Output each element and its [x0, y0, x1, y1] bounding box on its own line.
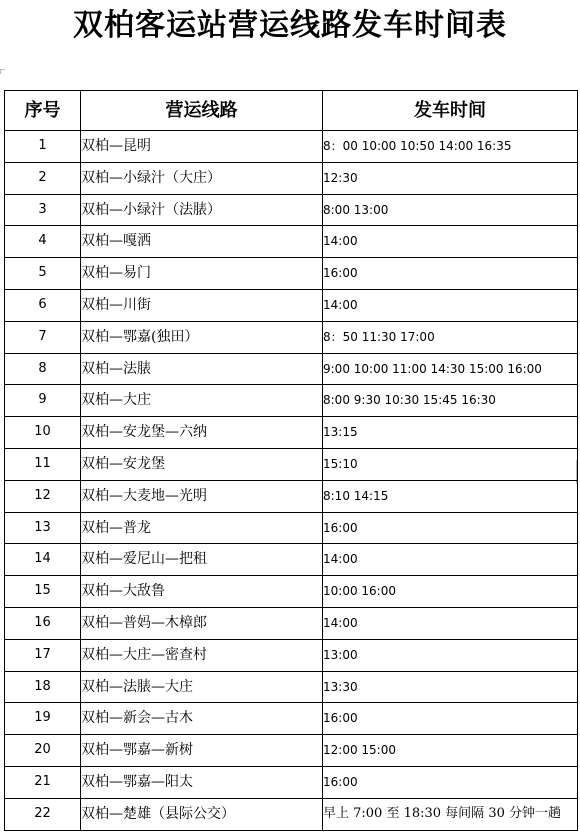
- departure-time-cell: 13:30: [323, 671, 578, 703]
- departure-time-cell: 8:00 13:00: [323, 194, 578, 226]
- table-row: [5, 544, 578, 576]
- row-number-cell: 21: [5, 766, 81, 798]
- route-cell: 双柏—大庄: [81, 385, 323, 417]
- route-cell: 双柏—普龙: [81, 512, 323, 544]
- table-row: [5, 448, 578, 480]
- table-row: [5, 576, 578, 608]
- table-row: [5, 258, 578, 290]
- table-row: [5, 353, 578, 385]
- route-cell: 双柏—易门: [81, 258, 323, 290]
- route-cell: 双柏—法脿: [81, 353, 323, 385]
- row-number-cell: 18: [5, 671, 81, 703]
- route-cell: 双柏—小绿汁（大庄）: [81, 162, 323, 194]
- route-cell: 双柏—法脿—大庄: [81, 671, 323, 703]
- table-row: [5, 321, 578, 353]
- table-row: [5, 512, 578, 544]
- table-row: [5, 480, 578, 512]
- departure-time-cell: 16:00: [323, 512, 578, 544]
- row-number-cell: 9: [5, 385, 81, 417]
- row-number-cell: 6: [5, 289, 81, 321]
- departure-time-cell: 16:00: [323, 703, 578, 735]
- departure-time-cell: 15:10: [323, 448, 578, 480]
- row-number-cell: 17: [5, 639, 81, 671]
- departure-time-cell: 8：00 10:00 10:50 14:00 16:35: [323, 131, 578, 163]
- row-number-cell: 5: [5, 258, 81, 290]
- row-number-cell: 14: [5, 544, 81, 576]
- route-cell: 双柏—鄂嘉(独田）: [81, 321, 323, 353]
- table-header-row: [5, 91, 578, 131]
- route-cell: 双柏—鄂嘉—阳太: [81, 766, 323, 798]
- table-row: [5, 735, 578, 767]
- table-row: [5, 703, 578, 735]
- table-row: [5, 226, 578, 258]
- table-row: [5, 798, 578, 830]
- row-number-cell: 15: [5, 576, 81, 608]
- row-number-cell: 4: [5, 226, 81, 258]
- departure-time-cell: 12:00 15:00: [323, 735, 578, 767]
- route-cell: 双柏—川街: [81, 289, 323, 321]
- route-cell: 双柏—嘎洒: [81, 226, 323, 258]
- departure-time-cell: 14:00: [323, 226, 578, 258]
- departure-time-cell: 8:00 9:30 10:30 15:45 16:30: [323, 385, 578, 417]
- route-cell: 双柏—安龙堡—六纳: [81, 417, 323, 449]
- column-header-no: 序号: [5, 91, 81, 131]
- row-number-cell: 11: [5, 448, 81, 480]
- departure-time-cell: 10:00 16:00: [323, 576, 578, 608]
- route-cell: 双柏—普妈—木樟郎: [81, 607, 323, 639]
- departure-time-cell: 13:15: [323, 417, 578, 449]
- route-cell: 双柏—爱尼山—把租: [81, 544, 323, 576]
- departure-time-cell: 早上 7:00 至 18:30 每间隔 30 分钟一趟: [323, 798, 578, 830]
- route-cell: 双柏—安龙堡: [81, 448, 323, 480]
- route-cell: 双柏—大敌鲁: [81, 576, 323, 608]
- row-number-cell: 10: [5, 417, 81, 449]
- route-cell: 双柏—楚雄（县际公交）: [81, 798, 323, 830]
- row-number-cell: 3: [5, 194, 81, 226]
- route-cell: 双柏—昆明: [81, 131, 323, 163]
- departure-time-cell: 14:00: [323, 289, 578, 321]
- table-row: [5, 639, 578, 671]
- row-number-cell: 2: [5, 162, 81, 194]
- column-header-time: 发车时间: [323, 91, 578, 131]
- table-row: [5, 194, 578, 226]
- row-number-cell: 7: [5, 321, 81, 353]
- row-number-cell: 22: [5, 798, 81, 830]
- row-number-cell: 13: [5, 512, 81, 544]
- page-title: 双柏客运站营运线路发车时间表: [73, 8, 507, 43]
- departure-time-cell: 14:00: [323, 544, 578, 576]
- table-row: [5, 162, 578, 194]
- route-cell: 双柏—小绿汁（法脿）: [81, 194, 323, 226]
- row-number-cell: 8: [5, 353, 81, 385]
- route-cell: 双柏—新会—古木: [81, 703, 323, 735]
- departure-time-cell: 8:10 14:15: [323, 480, 578, 512]
- departure-time-cell: 9:00 10:00 11:00 14:30 15:00 16:00: [323, 353, 578, 385]
- route-cell: 双柏—大麦地—光明: [81, 480, 323, 512]
- row-number-cell: 19: [5, 703, 81, 735]
- table-row: [5, 289, 578, 321]
- table-row: [5, 417, 578, 449]
- row-number-cell: 12: [5, 480, 81, 512]
- departure-time-cell: 16:00: [323, 258, 578, 290]
- table-row: [5, 766, 578, 798]
- departure-time-cell: 12:30: [323, 162, 578, 194]
- row-number-cell: 1: [5, 131, 81, 163]
- schedule-table: [4, 90, 578, 831]
- column-header-route: 营运线路: [81, 91, 323, 131]
- table-body: [5, 131, 578, 831]
- table-row: [5, 607, 578, 639]
- row-number-cell: 16: [5, 607, 81, 639]
- table-row: [5, 385, 578, 417]
- table-row: [5, 131, 578, 163]
- table-row: [5, 671, 578, 703]
- departure-time-cell: 8：50 11:30 17:00: [323, 321, 578, 353]
- departure-time-cell: 14:00: [323, 607, 578, 639]
- page-corner-marker: [0, 69, 5, 74]
- departure-time-cell: 16:00: [323, 766, 578, 798]
- route-cell: 双柏—大庄—密查村: [81, 639, 323, 671]
- departure-time-cell: 13:00: [323, 639, 578, 671]
- row-number-cell: 20: [5, 735, 81, 767]
- route-cell: 双柏—鄂嘉—新树: [81, 735, 323, 767]
